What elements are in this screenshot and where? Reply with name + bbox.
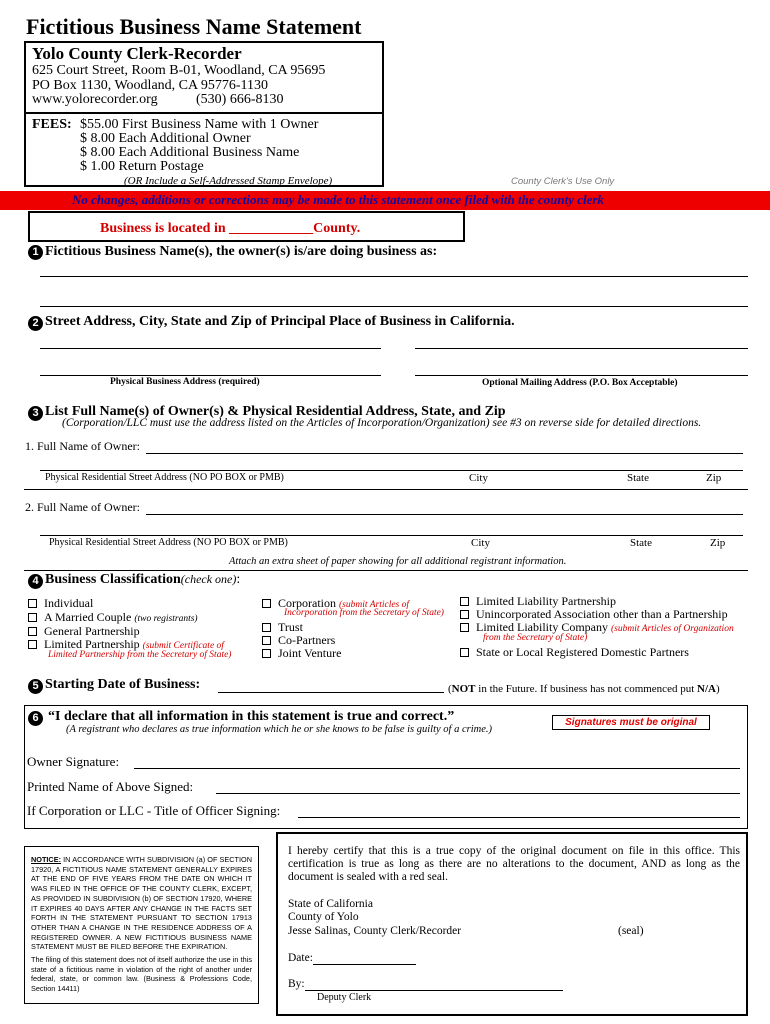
owner-2-address-line[interactable] xyxy=(40,535,743,536)
owner-1-name-line[interactable] xyxy=(146,453,743,454)
start-date-line[interactable] xyxy=(218,692,444,693)
option-note: (two registrants) xyxy=(134,614,198,624)
limited-partnership-note: Limited Partnership from the Secretary of State) xyxy=(48,650,232,660)
cert-by-line[interactable] xyxy=(305,990,563,991)
corporation-note: Incorporation from the Secretary of State) xyxy=(284,608,444,618)
notice-text-1: IN ACCORDANCE WITH SUBDIVISION (a) OF SECTION 17920, A FICTITIOUS NAME STATEMENT GENERALLY EXPIRES AT THE END OF FIVE YEARS FROM THE DATE ON WHICH IT WAS FILED IN THE OFFICE OF THE COUNTY CLERK, EXCEPT, AS PROVIDED IN SUBDIVISION (b) OF SECTION 17920, WHERE IT EXPIRES 40 DAYS AFTER ANY CHANGE IN THE FACTS SET FORTH IN THE STATEMENT PURSUANT TO SECTION 17913 OTHER THAN A CHANGE IN THE RESIDENCE ADDRESS OF A REGISTERED OWNER. A NEW FICTITIOUS BUSINESS NAME STATEMENT MUST BE FILED BEFORE THE EXPIRATION. xyxy=(31,855,252,952)
officer-title-label: If Corporation or LLC - Title of Officer Signing: xyxy=(27,803,281,818)
owner-2-state-label: State xyxy=(630,537,652,549)
option-label: General Partnership xyxy=(44,624,140,638)
business-name-line-2[interactable] xyxy=(40,306,748,307)
section-6-subtitle: (A registrant who declares as true information which he or she knows to be false is guilty of a crime.) xyxy=(66,724,492,735)
option-joint-venture[interactable] xyxy=(262,646,341,661)
owner-signature-line[interactable] xyxy=(134,768,740,769)
business-address-line-1[interactable] xyxy=(40,348,381,349)
option-label: Joint Venture xyxy=(278,646,342,660)
option-label: Co-Partners xyxy=(278,633,336,647)
county-location-text xyxy=(100,221,360,237)
section-5-title: Starting Date of Business: xyxy=(45,677,201,692)
page-title: Fictitious Business Name Statement xyxy=(26,14,362,39)
option-label: A Married Couple xyxy=(44,610,132,624)
section-4-title: Business Classification xyxy=(45,572,181,587)
section-3-bottom-divider xyxy=(24,570,748,571)
clerk-use-label: County Clerk's Use Only xyxy=(511,176,615,187)
option-label: Individual xyxy=(44,596,94,610)
fee-line-4: $ 1.00 Return Postage xyxy=(80,159,204,174)
checkbox[interactable] xyxy=(262,599,271,608)
option-individual[interactable] xyxy=(28,596,93,611)
signature-note: Signatures must be original xyxy=(552,715,710,730)
cert-date-line[interactable] xyxy=(313,964,416,965)
owner-2-city-label: City xyxy=(471,537,490,549)
start-date-note-close: ) xyxy=(715,683,720,695)
notice-paragraph-1 xyxy=(31,855,252,952)
option-label: Unincorporated Association other than a Partnership xyxy=(476,607,728,621)
owner-1-city-label: City xyxy=(469,472,488,484)
printed-name-label: Printed Name of Above Signed: xyxy=(27,779,194,794)
fee-line-3: $ 8.00 Each Additional Business Name xyxy=(80,145,300,160)
section-4-check-note: (check one) xyxy=(180,572,237,586)
option-label: Limited Liability Partnership xyxy=(476,594,616,608)
county-suffix: County. xyxy=(313,221,361,236)
mailing-address-label: Optional Mailing Address (P.O. Box Acceptable) xyxy=(482,378,678,388)
owner-2-zip-label: Zip xyxy=(710,537,726,549)
owner-2-label: 2. Full Name of Owner: xyxy=(25,500,140,514)
checkbox[interactable] xyxy=(28,640,37,649)
section-2-number: 2 xyxy=(28,316,43,331)
section-3-subtitle: (Corporation/LLC must use the address listed on the Articles of Incorporation/Organization) see #3 on reverse side for detailed directions. xyxy=(62,417,702,429)
checkbox[interactable] xyxy=(28,627,37,636)
checkbox[interactable] xyxy=(460,610,469,619)
owner-1-address-label: Physical Residential Street Address (NO PO BOX or PMB) xyxy=(45,472,284,483)
owner-1-divider xyxy=(24,489,748,490)
option-label: Trust xyxy=(278,620,303,634)
option-married-couple[interactable] xyxy=(28,610,198,625)
checkbox[interactable] xyxy=(262,623,271,632)
notice-text-2: The filing of this statement does not of itself authorize the use in this state of a fictitious name in violation of the right of another under federal, state, or common law. (Business & Professions Code, Section 14411) xyxy=(31,955,252,994)
option-label: Limited Liability Company xyxy=(476,620,608,634)
printed-name-line[interactable] xyxy=(216,793,740,794)
owner-2-name-line[interactable] xyxy=(146,514,743,515)
checkbox[interactable] xyxy=(28,599,37,608)
checkbox[interactable] xyxy=(460,648,469,657)
section-6-title: “I declare that all information in this statement is true and correct.” xyxy=(48,709,455,724)
owner-1-address-line[interactable] xyxy=(40,470,743,471)
notice-box xyxy=(24,846,259,1004)
certification-text: I hereby certify that this is a true copy of the original document on file in this office. This certification is true as long as there are no alterations to the document, AND as long as the document is sealed with a red seal. xyxy=(288,845,740,883)
checkbox[interactable] xyxy=(460,597,469,606)
section-1-title: Fictitious Business Name(s), the owner(s) is/are doing business as: xyxy=(45,244,438,259)
owner-2-address-label: Physical Residential Street Address (NO PO BOX or PMB) xyxy=(49,537,288,548)
notice-label: NOTICE: xyxy=(31,855,61,864)
option-label: Limited Partnership xyxy=(44,637,140,651)
business-name-line-1[interactable] xyxy=(40,276,748,277)
checkbox[interactable] xyxy=(262,649,271,658)
section-1-number: 1 xyxy=(28,245,43,260)
start-date-note: (NOT in the Future. If business has not commenced put N/A) xyxy=(448,683,720,695)
option-note: (submit Articles of Organization xyxy=(610,624,734,634)
attach-note: Attach an extra sheet of paper showing for all additional registrant information. xyxy=(229,556,567,567)
office-phone: (530) 666-8130 xyxy=(196,92,284,107)
office-divider xyxy=(24,112,384,114)
office-address-1: 625 Court Street, Room B-01, Woodland, CA 95695 xyxy=(32,63,326,78)
section-4-title-row xyxy=(45,572,240,588)
office-address-2: PO Box 1130, Woodland, CA 95776-1130 xyxy=(32,78,268,93)
option-label: State or Local Registered Domestic Partners xyxy=(476,645,689,659)
section-3-number: 3 xyxy=(28,406,43,421)
mailing-address-line-1[interactable] xyxy=(415,348,748,349)
section-3-title: List Full Name(s) of Owner(s) & Physical Residential Address, State, and Zip xyxy=(45,404,506,419)
owner-1-zip-label: Zip xyxy=(706,472,722,484)
option-registered-partners[interactable] xyxy=(460,645,689,660)
fees-label: FEES: xyxy=(32,117,72,132)
fee-line-1: $55.00 First Business Name with 1 Owner xyxy=(80,117,319,132)
section-4-number: 4 xyxy=(28,574,43,589)
cert-clerk: Jesse Salinas, County Clerk/Recorder xyxy=(288,925,462,937)
section-4-colon: : xyxy=(236,572,241,587)
section-2-title: Street Address, City, State and Zip of Principal Place of Business in California. xyxy=(45,314,515,329)
office-website: www.yolorecorder.org xyxy=(32,92,158,107)
cert-county: County of Yolo xyxy=(288,911,359,923)
business-address-label: Physical Business Address (required) xyxy=(110,377,260,387)
owner-1-state-label: State xyxy=(627,472,649,484)
checkbox[interactable] xyxy=(28,613,37,622)
county-blank[interactable]: ____________ xyxy=(229,221,314,236)
warning-banner-text: No changes, additions or corrections may be made to this statement once filed with the county clerk xyxy=(72,192,604,207)
mailing-address-line-2[interactable] xyxy=(415,375,748,376)
option-note: (submit Articles of xyxy=(339,600,410,610)
section-6-number: 6 xyxy=(28,711,43,726)
option-label: Corporation xyxy=(278,596,336,610)
county-prefix: Business is located in xyxy=(100,221,226,236)
owner-signature-label: Owner Signature: xyxy=(27,754,120,769)
cert-date-label: Date: xyxy=(288,952,313,964)
fees-note: (OR Include a Self-Addressed Stamp Envelope) xyxy=(124,175,333,187)
cert-seal: (seal) xyxy=(618,925,644,937)
checkbox[interactable] xyxy=(460,623,469,632)
llc-note: from the Secretary of State) xyxy=(483,633,588,643)
not-word: NOT xyxy=(451,683,476,695)
office-name: Yolo County Clerk-Recorder xyxy=(32,44,242,63)
checkbox[interactable] xyxy=(262,636,271,645)
owner-1-label: 1. Full Name of Owner: xyxy=(25,439,140,453)
na-word: N/A xyxy=(697,683,716,695)
section-5-number: 5 xyxy=(28,679,43,694)
cert-state: State of California xyxy=(288,898,373,910)
cert-by-label: By: xyxy=(288,978,305,990)
fee-line-2: $ 8.00 Each Additional Owner xyxy=(80,131,251,146)
officer-title-line[interactable] xyxy=(298,817,740,818)
cert-deputy-label: Deputy Clerk xyxy=(317,992,372,1003)
business-address-line-2[interactable] xyxy=(40,375,381,376)
option-note: (submit Certificate of xyxy=(142,641,224,651)
start-date-note-text: in the Future. If business has not commenced put xyxy=(475,683,698,695)
